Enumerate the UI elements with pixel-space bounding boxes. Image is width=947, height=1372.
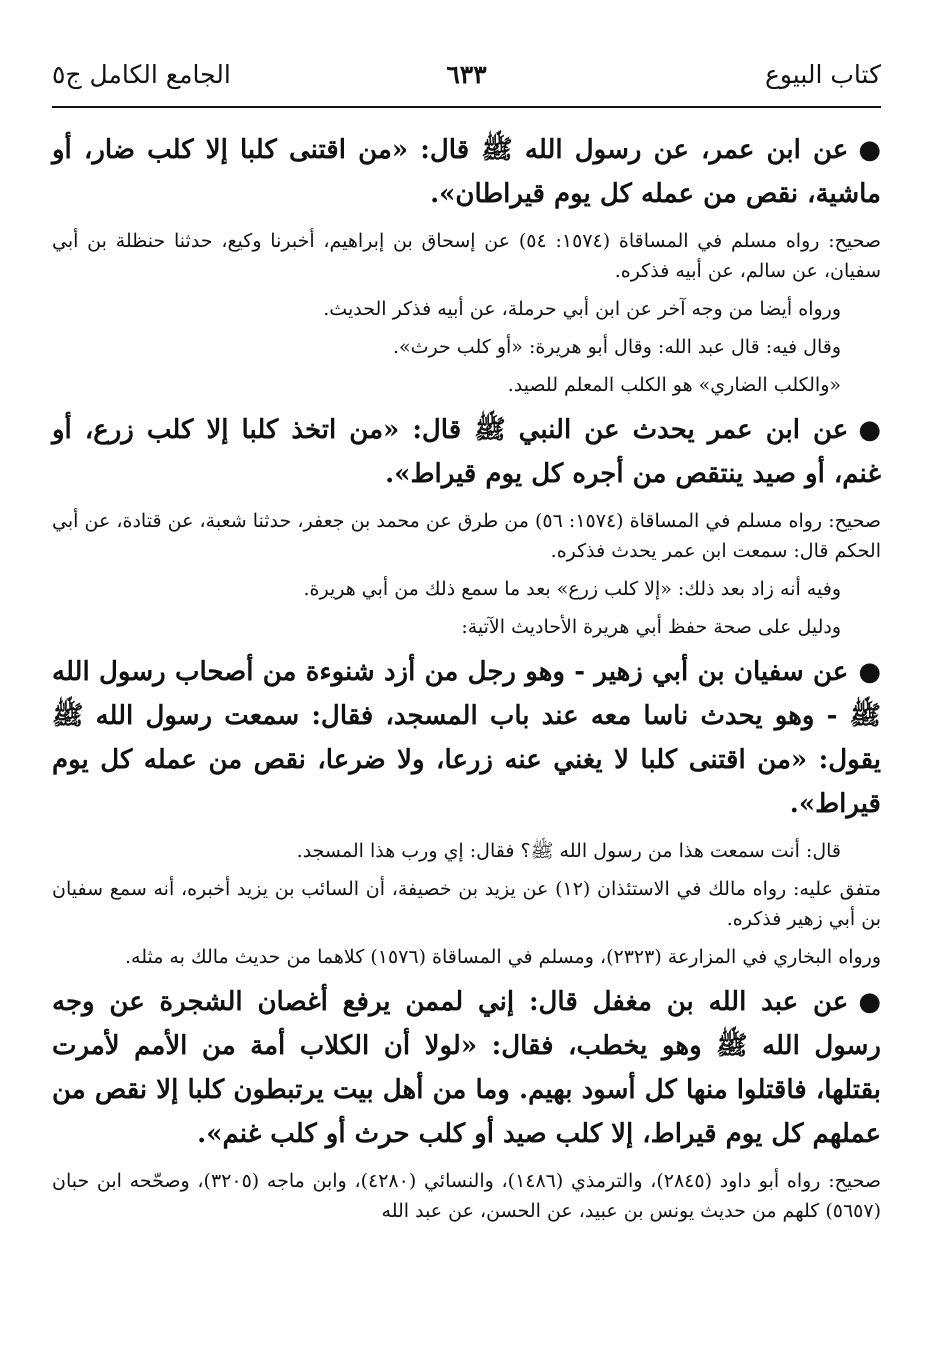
takhrij-note: ورواه البخاري في المزارعة (٢٣٢٣)، ومسلم في المساقاة (١٥٧٦) كلاهما من حديث مالك به مثله.: [124, 946, 881, 968]
takhrij-note: ورواه أيضا من وجه آخر عن ابن أبي حرملة، عن أبيه فذكر الحديث.: [323, 298, 841, 320]
bullet-icon: ●: [858, 135, 881, 165]
page-body: [52, 128, 881, 1234]
hadith-body: عن عبد الله بن مغفل قال: إني لممن يرفع أغصان الشجرة عن وجه رسول الله ﷺ وهو يخطب، فقال: «لولا أن الكلاب أمة من الأمم لأمرت بقتلها، فاقتلوا منها كل أسود بهيم. وما من أهل بيت يرتبطون كلبا إلا نقص من عملهم كل يوم قيراط، إلا كلب صيد أو كلب حرث أو كلب غنم».: [52, 987, 881, 1149]
hadith-body: عن ابن عمر، عن رسول الله ﷺ قال: «من اقتنى كلبا إلا كلب ضار، أو ماشية، نقص من عمله كل يوم قيراطان».: [52, 135, 881, 209]
header-rule: [52, 106, 881, 108]
takhrij-note: وفيه أنه زاد بعد ذلك: «إلا كلب زرع» بعد ما سمع ذلك من أبي هريرة.: [303, 578, 841, 600]
hadith-text: [52, 650, 881, 826]
takhrij-note: صحيح: رواه أبو داود (٢٨٤٥)، والترمذي (١٤٨٦)، والنسائي (٤٢٨٠)، وابن ماجه (٣٢٠٥)، وصحّحه ابن حبان (٥٦٥٧) كلهم من حديث يونس بن عبيد، عن الحسن، عن عبد الله: [52, 1170, 881, 1222]
hadith-body: عن سفيان بن أبي زهير - وهو رجل من أزد شنوءة من أصحاب رسول الله ﷺ - وهو يحدث ناسا معه عند باب المسجد، فقال: سمعت رسول الله ﷺ يقول: «من اقتنى كلبا لا يغني عنه زرعا، ولا ضرعا، نقص من عمله كل يوم قيراط».: [52, 657, 881, 819]
running-header: [52, 60, 881, 100]
chapter-title: كتاب البيوع: [764, 60, 881, 89]
takhrij-note: متفق عليه: رواه مالك في الاستئذان (١٢) عن يزيد بن خصيفة، أن السائب بن يزيد أخبره، أنه سمع سفيان بن أبي زهير فذكره.: [52, 878, 881, 930]
bullet-icon: ●: [858, 657, 881, 687]
hadith-body: عن ابن عمر يحدث عن النبي ﷺ قال: «من اتخذ كلبا إلا كلب زرع، أو غنم، أو صيد ينتقص من أجره كل يوم قيراط».: [52, 415, 881, 489]
takhrij-note: قال: أنت سمعت هذا من رسول الله ﷺ؟ فقال: إي ورب هذا المسجد.: [296, 840, 841, 862]
takhrij-note: وقال فيه: قال عبد الله: وقال أبو هريرة: «أو كلب حرث».: [392, 336, 841, 358]
page-number: ٦٣٣: [446, 60, 487, 89]
takhrij-note: صحيح: رواه مسلم في المساقاة (١٥٧٤: ٥٤) عن إسحاق بن إبراهيم، أخبرنا وكيع، حدثنا حنظلة بن أبي سفيان، عن سالم، عن أبيه فذكره.: [52, 230, 881, 282]
bullet-icon: ●: [858, 987, 881, 1017]
hadith-text: [52, 128, 881, 216]
volume-title: الجامع الكامل ج٥: [52, 60, 231, 89]
takhrij-note: صحيح: رواه مسلم في المساقاة (١٥٧٤: ٥٦) من طرق عن محمد بن جعفر، حدثنا شعبة، عن قتادة، عن أبي الحكم قال: سمعت ابن عمر يحدث فذكره.: [52, 510, 881, 562]
takhrij-note: ودليل على صحة حفظ أبي هريرة الأحاديث الآتية:: [461, 616, 841, 638]
hadith-text: [52, 980, 881, 1156]
takhrij-note: «والكلب الضاري» هو الكلب المعلم للصيد.: [507, 374, 841, 396]
bullet-icon: ●: [858, 415, 881, 445]
hadith-text: [52, 408, 881, 496]
